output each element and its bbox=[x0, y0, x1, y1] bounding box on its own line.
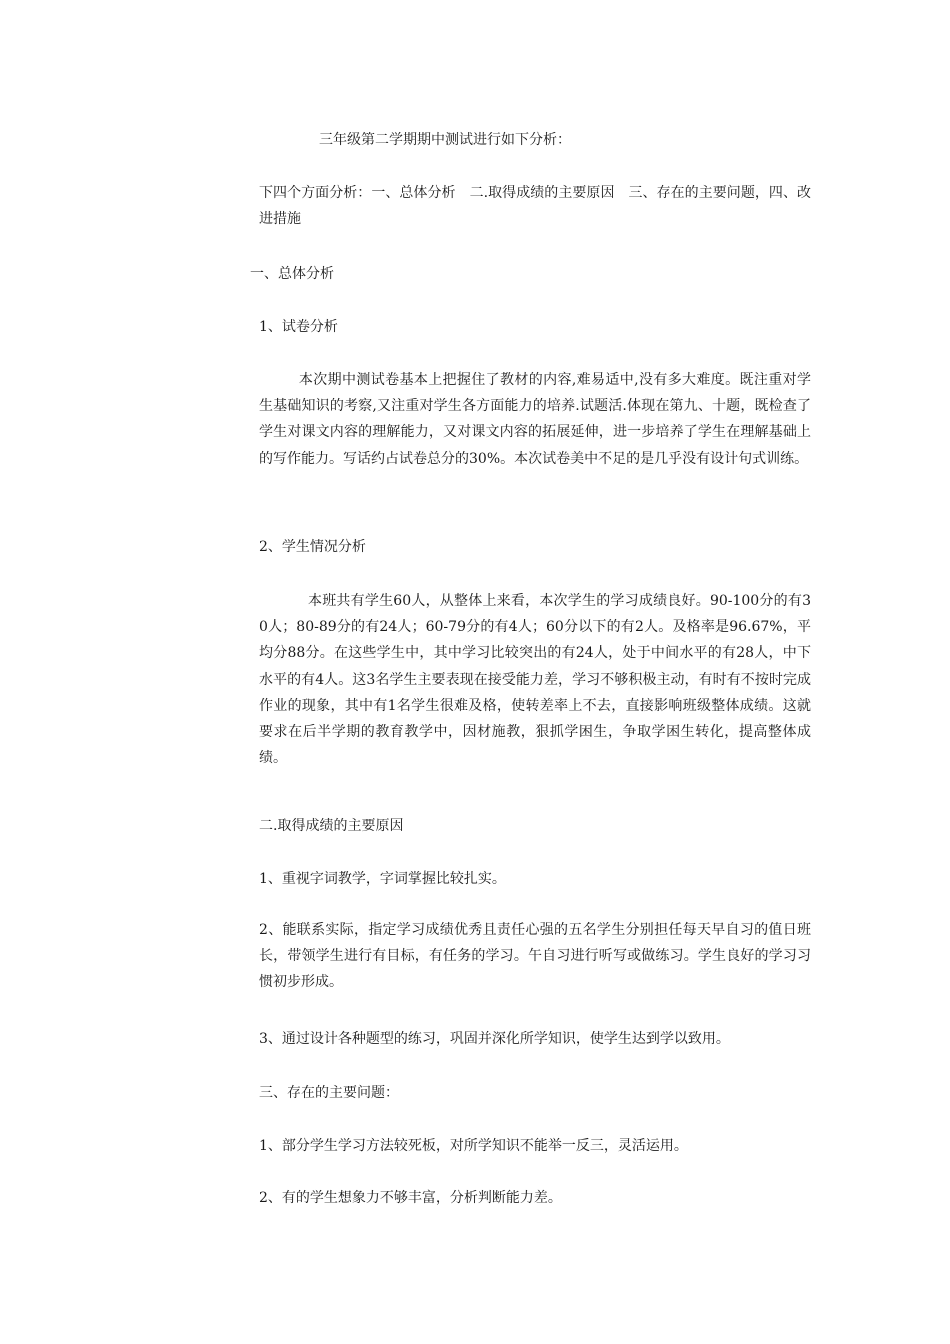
section3-item2: 2、有的学生想象力不够丰富，分析判断能力差。 bbox=[259, 1190, 562, 1206]
section2-heading: 二.取得成绩的主要原因 bbox=[259, 818, 404, 834]
section1-sub1-body: 本次期中测试卷基本上把握住了教材的内容,难易适中,没有多大难度。既注重对学生基础知识的考察,又注重对学生各方面能力的培养.试题活.体现在第九、十题，既检查了学生对课文内容的理解能力，又对课文内容的拓展延伸，进一步培养了学生在理解基础上的写作能力。写话约占试卷总分的30%。本次试卷美中不足的是几乎没有设计句式训练。 bbox=[259, 372, 811, 467]
section2-item2: 2、能联系实际，指定学习成绩优秀且责任心强的五名学生分别担任每天早自习的值日班长，带领学生进行有目标，有任务的学习。午自习进行听写或做练习。学生良好的学习习惯初步形成。 bbox=[259, 922, 811, 991]
section3-item1: 1、部分学生学习方法较死板，对所学知识不能举一反三，灵活运用。 bbox=[259, 1138, 688, 1154]
section1-heading: 一、总体分析 bbox=[250, 266, 334, 282]
section2-item1: 1、重视字词教学，字词掌握比较扎实。 bbox=[259, 871, 506, 887]
section1-sub2-body: 本班共有学生60人，从整体上来看，本次学生的学习成绩良好。90-100分的有30人；80-89分的有24人；60-79分的有4人；60分以下的有2人。及格率是96.67%，平均分88分。在这些学生中，其中学习比较突出的有24人，处于中间水平的有28人，中下水平的有4人。这3名学生主要表现在接受能力差，学习不够积极主动，有时有不按时完成作业的现象，其中有1名学生很难及格，使转差率上不去，直接影响班级整体成绩。这就要求在后半学期的教育教学中，因材施教，狠抓学困生，争取学困生转化，提高整体成绩。 bbox=[259, 593, 811, 767]
section1-sub1-heading: 1、试卷分析 bbox=[259, 319, 338, 335]
section2-item3: 3、通过设计各种题型的练习，巩固并深化所学知识，使学生达到学以致用。 bbox=[259, 1031, 730, 1047]
section3-heading: 三、存在的主要问题： bbox=[259, 1085, 399, 1101]
section1-sub2-heading: 2、学生情况分析 bbox=[259, 539, 366, 555]
intro-paragraph: 下四个方面分析：一、总体分析 二.取得成绩的主要原因 三、存在的主要问题，四、改进措施 bbox=[259, 185, 811, 228]
document-title: 三年级第二学期期中测试进行如下分析： bbox=[319, 132, 571, 148]
